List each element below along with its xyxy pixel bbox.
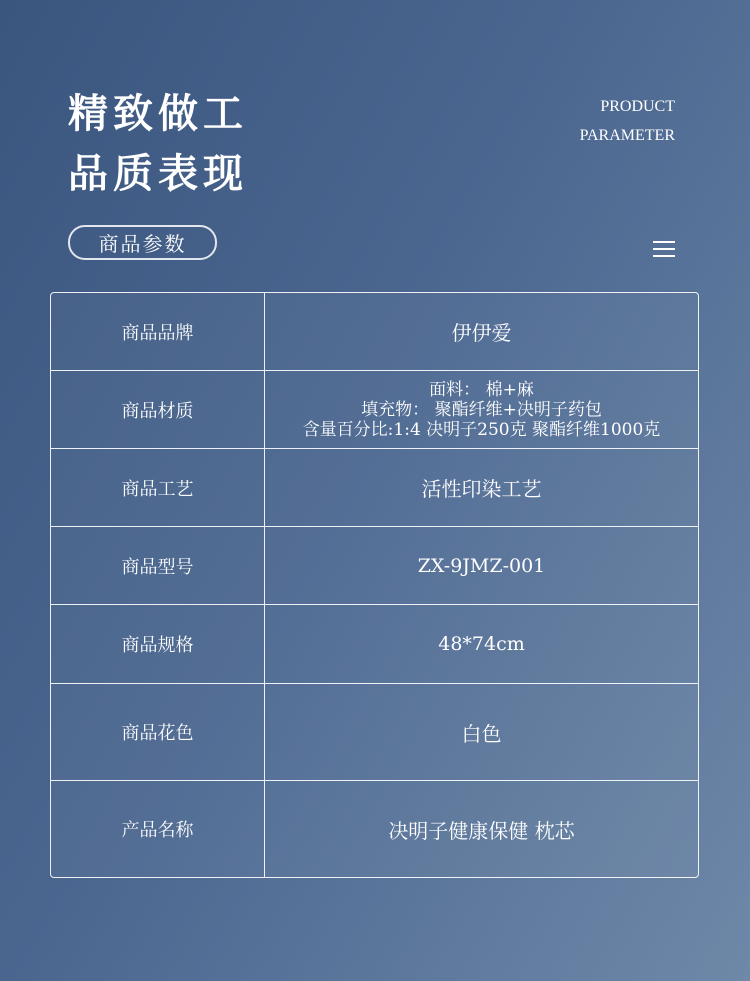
table-row-size [51,605,698,684]
table-row-pattern [51,684,698,781]
menu-icon[interactable] [653,241,675,259]
english-heading-line-2: PARAMETER [579,127,675,144]
row-value [265,605,698,683]
title-line-1: 精致做工 [68,91,248,137]
row-value [265,449,698,526]
row-label: 商品材质 [51,371,265,448]
row-label: 商品花色 [51,684,265,780]
english-heading [580,92,675,150]
page-title [68,84,248,204]
value-line: ZX-9JMZ-001 [417,554,546,577]
value-line: 伊伊爱 [451,321,512,345]
value-line: 面料： 棉+麻 [429,379,534,400]
title-line-2: 品质表现 [68,151,248,197]
table-row-model [51,527,698,605]
row-value [265,293,698,370]
table-row-craft [51,449,698,527]
value-line: 决明子健康保健 枕芯 [388,818,575,843]
english-heading-line-1: PRODUCT [600,98,675,115]
table-row-material [51,371,698,449]
value-line: 活性印染工艺 [421,477,542,501]
row-label: 商品型号 [51,527,265,604]
parameter-table [50,292,699,878]
table-row-name [51,781,698,877]
row-label: 商品工艺 [51,449,265,526]
value-line: 白色 [461,721,502,746]
value-line: 填充物： 聚酯纤维+决明子药包 [361,399,602,420]
table-row-brand [51,293,698,371]
section-label-badge: 商品参数 [68,225,217,260]
row-value [265,371,698,448]
value-line: 48*74cm [438,633,525,655]
row-value [265,527,698,604]
row-value [265,781,698,877]
value-line: 含量百分比:1:4 决明子250克 聚酯纤维1000克 [302,419,661,440]
row-label: 商品规格 [51,605,265,683]
row-label: 商品品牌 [51,293,265,370]
row-value [265,684,698,780]
row-label: 产品名称 [51,781,265,877]
